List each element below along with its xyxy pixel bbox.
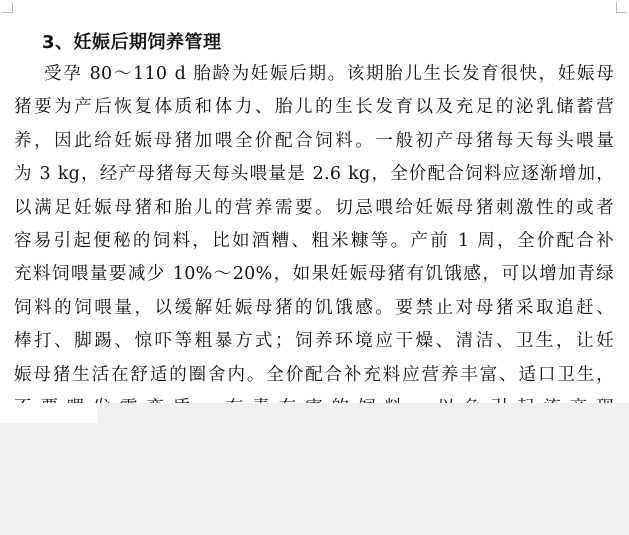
body-paragraph bbox=[14, 58, 614, 425]
paragraph-line: 棒打、脚踢、惊吓等粗暴方式；饲养环境应干燥、清洁、卫生，让妊 bbox=[14, 331, 614, 352]
paragraph-line: 为 3 kg，经产母猪每天每头喂量是 2.6 kg，全价配合饲料应逐渐增加， bbox=[14, 164, 614, 185]
paragraph-line: 受孕 80～110 d 胎龄为妊娠后期。该期胎儿生长发育很快，妊娠母 bbox=[44, 64, 614, 84]
page-corner-mark-right bbox=[616, 2, 627, 13]
paragraph-line: 猪要为产后恢复体质和体力、胎儿的生长发育以及充足的泌乳储蓄营 bbox=[14, 97, 614, 118]
paragraph-line: 饲料的饲喂量，以缓解妊娠母猪的饥饿感。要禁止对母猪采取追赶、 bbox=[14, 297, 614, 318]
paragraph-line: 容易引起便秘的饲料，比如酒糟、粗米糠等。产前 1 周，全价配合补 bbox=[14, 230, 614, 251]
paragraph-line: 以满足妊娠母猪和胎儿的营养需要。切忌喂给妊娠母猪刺激性的或者 bbox=[14, 197, 614, 218]
section-heading: 3、妊娠后期饲养管理 bbox=[42, 32, 222, 53]
page-corner-mark-left bbox=[2, 2, 13, 13]
paragraph-line: 养，因此给妊娠母猪加喂全价配合饲料。一般初产母猪每天每头喂量 bbox=[14, 130, 614, 151]
paragraph-line: 充料饲喂量要减少 10%～20%，如果妊娠母猪有饥饿感，可以增加青绿 bbox=[14, 264, 614, 285]
paragraph-line: 娠母猪生活在舒适的圈舍内。全价配合补充料应营养丰富、适口卫生， bbox=[14, 364, 614, 385]
overlay-notch bbox=[0, 403, 97, 423]
